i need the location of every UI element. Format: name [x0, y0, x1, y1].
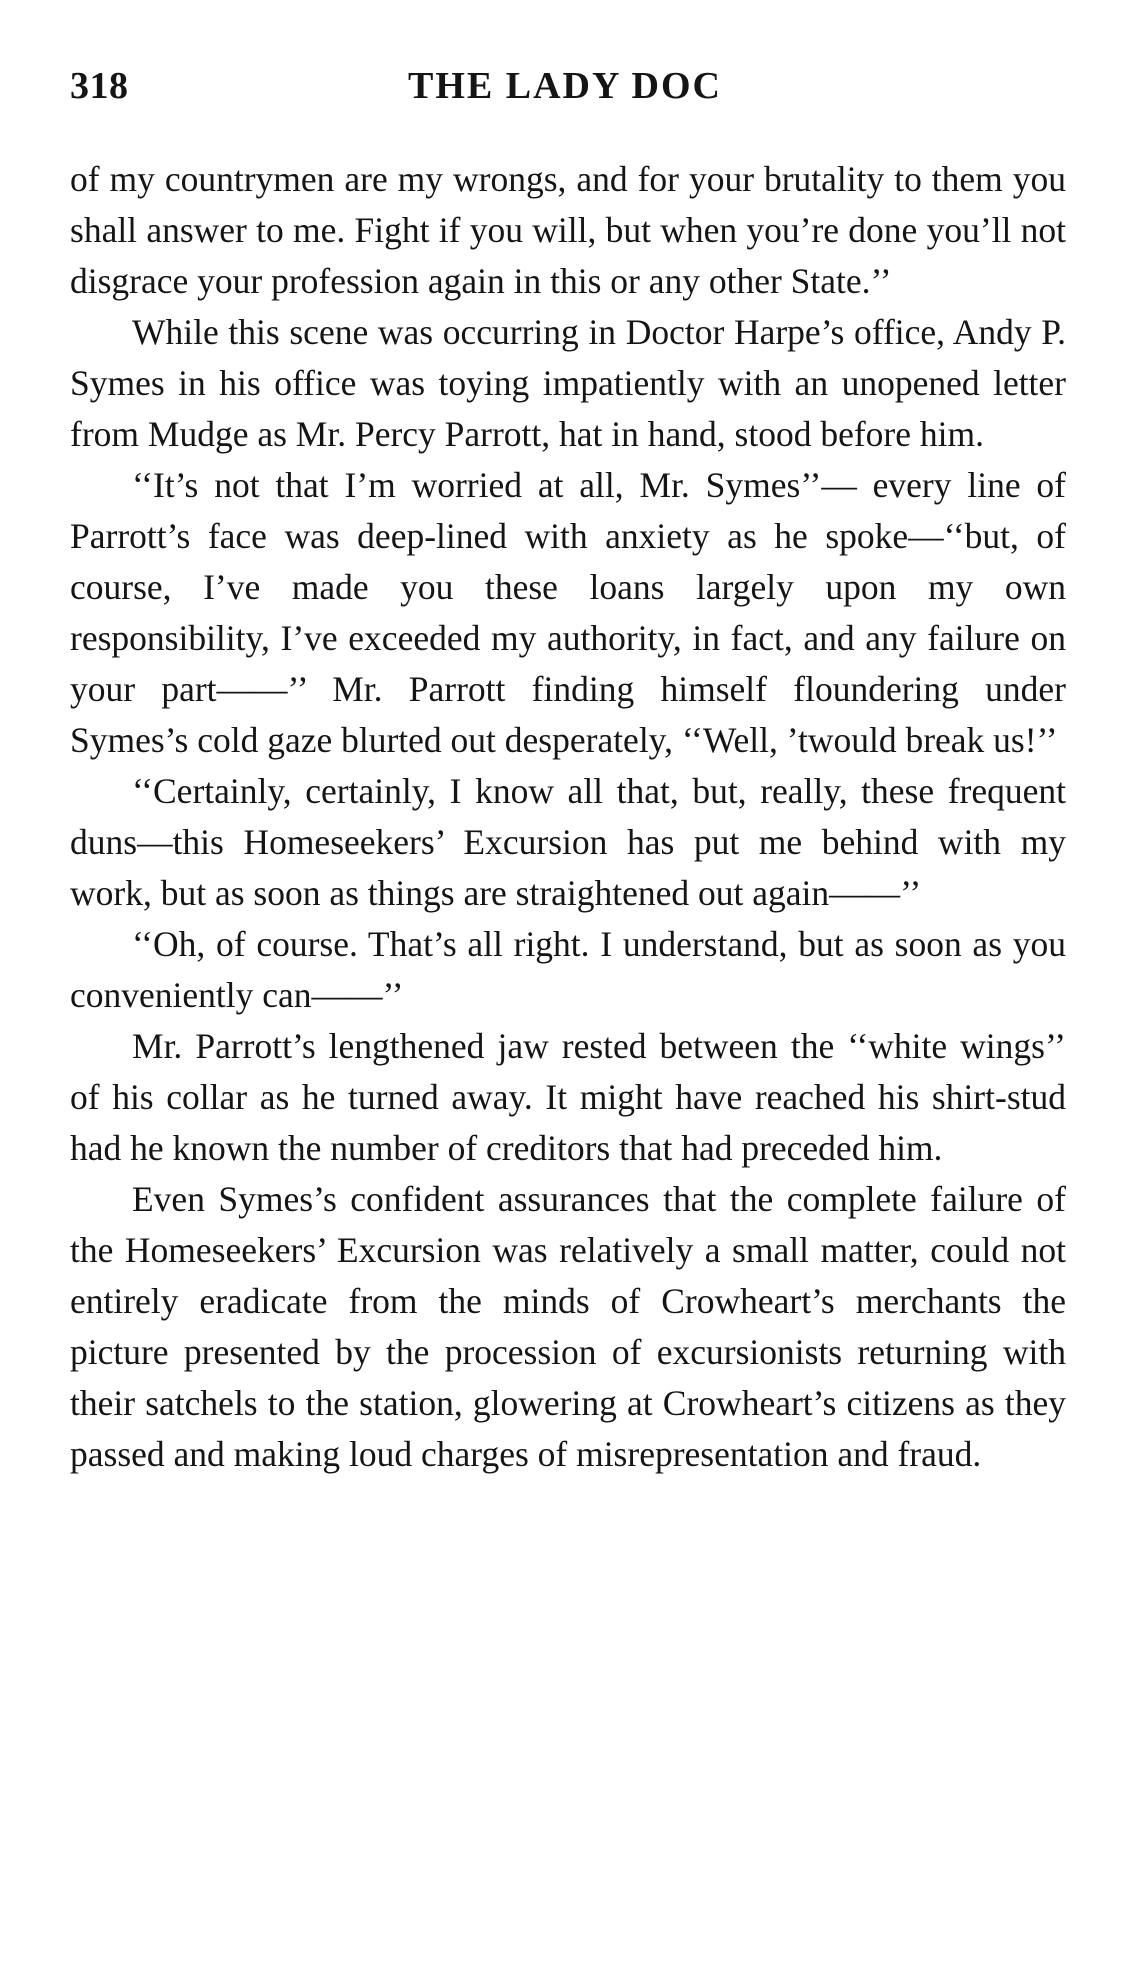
body-text — [70, 154, 1066, 1480]
page-header — [70, 64, 1060, 124]
running-title: THE LADY DOC — [408, 65, 722, 107]
paragraph: While this scene was occurring in Doctor Harpe’s office, Andy P. Symes in his office was toying impatiently with an unopened letter from Mudge as Mr. Percy Parrott, hat in hand, stood before him. — [70, 312, 1066, 454]
paragraph: Even Symes’s confident assurances that the complete failure of the Homeseekers’ Excursion was relatively a small matter, could not entirely eradicate from the minds of Crowheart’s merchants the picture presented by the procession of excursionists returning with their satchels to the station, glowering at Crowheart’s citizens as they passed and making loud charges of misrepresentation and fraud. — [70, 1179, 1066, 1474]
paragraph: ‘‘It’s not that I’m worried at all, Mr. Symes’’— every line of Parrott’s face was deep-lined with anxiety as he spoke—‘‘but, of course, I’ve made you these loans largely upon my own responsibility, I’ve exceeded my authority, in fact, and any failure on your part——’’ Mr. Parrott finding himself floundering under Symes’s cold gaze blurted out desperately, ‘‘Well, ’twould break us!’’ — [70, 465, 1066, 760]
paragraph: Mr. Parrott’s lengthened jaw rested between the ‘‘white wings’’ of his collar as he turned away. It might have reached his shirt-stud had he known the number of creditors that had preceded him. — [70, 1026, 1066, 1168]
paragraph: ‘‘Certainly, certainly, I know all that, but, really, these frequent duns—this Homeseekers’ Excursion has put me behind with my work, but as soon as things are straightened out again——’’ — [70, 771, 1066, 913]
paragraph: ‘‘Oh, of course. That’s all right. I understand, but as soon as you conveniently can——’’ — [70, 924, 1066, 1015]
page-number: 318 — [70, 65, 129, 107]
paragraph-continuation: of my countrymen are my wrongs, and for your brutality to them you shall answer to me. Fight if you will, but when you’re done you’ll not disgrace your profession again in this or any other State.’’ — [70, 159, 1066, 301]
